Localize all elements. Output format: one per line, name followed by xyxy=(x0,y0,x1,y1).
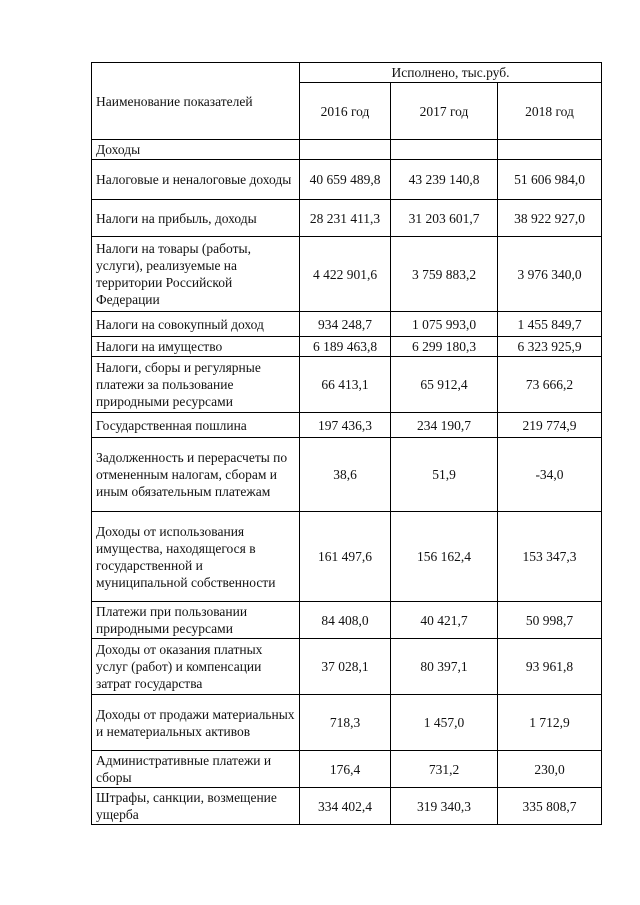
value-2018: 38 922 927,0 xyxy=(498,200,602,237)
value-2018: 6 323 925,9 xyxy=(498,337,602,357)
value-2016: 66 413,1 xyxy=(300,357,391,413)
section-label: Доходы xyxy=(92,140,300,160)
value-2016: 38,6 xyxy=(300,438,391,512)
value-2018: 51 606 984,0 xyxy=(498,160,602,200)
value-2018: 153 347,3 xyxy=(498,512,602,602)
value-2018: 1 455 849,7 xyxy=(498,312,602,337)
empty-cell xyxy=(498,140,602,160)
year-header-2017: 2017 год xyxy=(391,83,498,140)
value-2017: 51,9 xyxy=(391,438,498,512)
table-row xyxy=(92,337,602,357)
value-2017: 65 912,4 xyxy=(391,357,498,413)
revenue-table xyxy=(91,62,602,825)
value-2017: 80 397,1 xyxy=(391,639,498,695)
table-body xyxy=(92,160,602,825)
value-2016: 28 231 411,3 xyxy=(300,200,391,237)
table-row xyxy=(92,602,602,639)
value-2018: 73 666,2 xyxy=(498,357,602,413)
value-2016: 934 248,7 xyxy=(300,312,391,337)
row-label: Налоги на имущество xyxy=(92,337,300,357)
table-row xyxy=(92,438,602,512)
value-2018: 93 961,8 xyxy=(498,639,602,695)
table-row xyxy=(92,237,602,312)
year-header-2018: 2018 год xyxy=(498,83,602,140)
section-row xyxy=(92,140,602,160)
row-label: Налоги, сборы и регулярные платежи за пользование природными ресурсами xyxy=(92,357,300,413)
year-header-2016: 2016 год xyxy=(300,83,391,140)
table-row xyxy=(92,413,602,438)
table-row xyxy=(92,639,602,695)
row-label: Доходы от использования имущества, находящегося в государственной и муниципальной собственности xyxy=(92,512,300,602)
value-2016: 334 402,4 xyxy=(300,788,391,825)
value-2016: 6 189 463,8 xyxy=(300,337,391,357)
indicator-column-header: Наименование показателей xyxy=(92,63,300,140)
value-2018: 335 808,7 xyxy=(498,788,602,825)
value-2018: 50 998,7 xyxy=(498,602,602,639)
value-2017: 31 203 601,7 xyxy=(391,200,498,237)
value-2016: 718,3 xyxy=(300,695,391,751)
empty-cell xyxy=(300,140,391,160)
table-row xyxy=(92,357,602,413)
value-2017: 1 457,0 xyxy=(391,695,498,751)
row-label: Платежи при пользовании природными ресурсами xyxy=(92,602,300,639)
value-2017: 1 075 993,0 xyxy=(391,312,498,337)
value-2018: 3 976 340,0 xyxy=(498,237,602,312)
value-2018: 219 774,9 xyxy=(498,413,602,438)
value-2018: 1 712,9 xyxy=(498,695,602,751)
value-2017: 3 759 883,2 xyxy=(391,237,498,312)
value-2017: 43 239 140,8 xyxy=(391,160,498,200)
row-label: Налоги на совокупный доход xyxy=(92,312,300,337)
row-label: Налоги на товары (работы, услуги), реализуемые на территории Российской Федерации xyxy=(92,237,300,312)
value-2017: 156 162,4 xyxy=(391,512,498,602)
row-label: Налоговые и неналоговые доходы xyxy=(92,160,300,200)
row-label: Доходы от оказания платных услуг (работ) и компенсации затрат государства xyxy=(92,639,300,695)
row-label: Налоги на прибыль, доходы xyxy=(92,200,300,237)
value-2016: 161 497,6 xyxy=(300,512,391,602)
value-2016: 197 436,3 xyxy=(300,413,391,438)
table-row xyxy=(92,788,602,825)
table-row xyxy=(92,160,602,200)
header-row-group xyxy=(92,63,602,83)
table-row xyxy=(92,200,602,237)
value-2017: 319 340,3 xyxy=(391,788,498,825)
value-2018: -34,0 xyxy=(498,438,602,512)
table-row xyxy=(92,512,602,602)
value-2017: 40 421,7 xyxy=(391,602,498,639)
row-label: Административные платежи и сборы xyxy=(92,751,300,788)
table-row xyxy=(92,695,602,751)
value-2016: 37 028,1 xyxy=(300,639,391,695)
row-label: Доходы от продажи материальных и нематериальных активов xyxy=(92,695,300,751)
value-2016: 40 659 489,8 xyxy=(300,160,391,200)
value-2016: 4 422 901,6 xyxy=(300,237,391,312)
value-2017: 234 190,7 xyxy=(391,413,498,438)
value-2016: 176,4 xyxy=(300,751,391,788)
value-2017: 731,2 xyxy=(391,751,498,788)
executed-column-group-header: Исполнено, тыс.руб. xyxy=(300,63,602,83)
value-2017: 6 299 180,3 xyxy=(391,337,498,357)
empty-cell xyxy=(391,140,498,160)
table-row xyxy=(92,312,602,337)
row-label: Задолженность и перерасчеты по отмененным налогам, сборам и иным обязательным платежам xyxy=(92,438,300,512)
table-row xyxy=(92,751,602,788)
value-2016: 84 408,0 xyxy=(300,602,391,639)
value-2018: 230,0 xyxy=(498,751,602,788)
row-label: Государственная пошлина xyxy=(92,413,300,438)
row-label: Штрафы, санкции, возмещение ущерба xyxy=(92,788,300,825)
